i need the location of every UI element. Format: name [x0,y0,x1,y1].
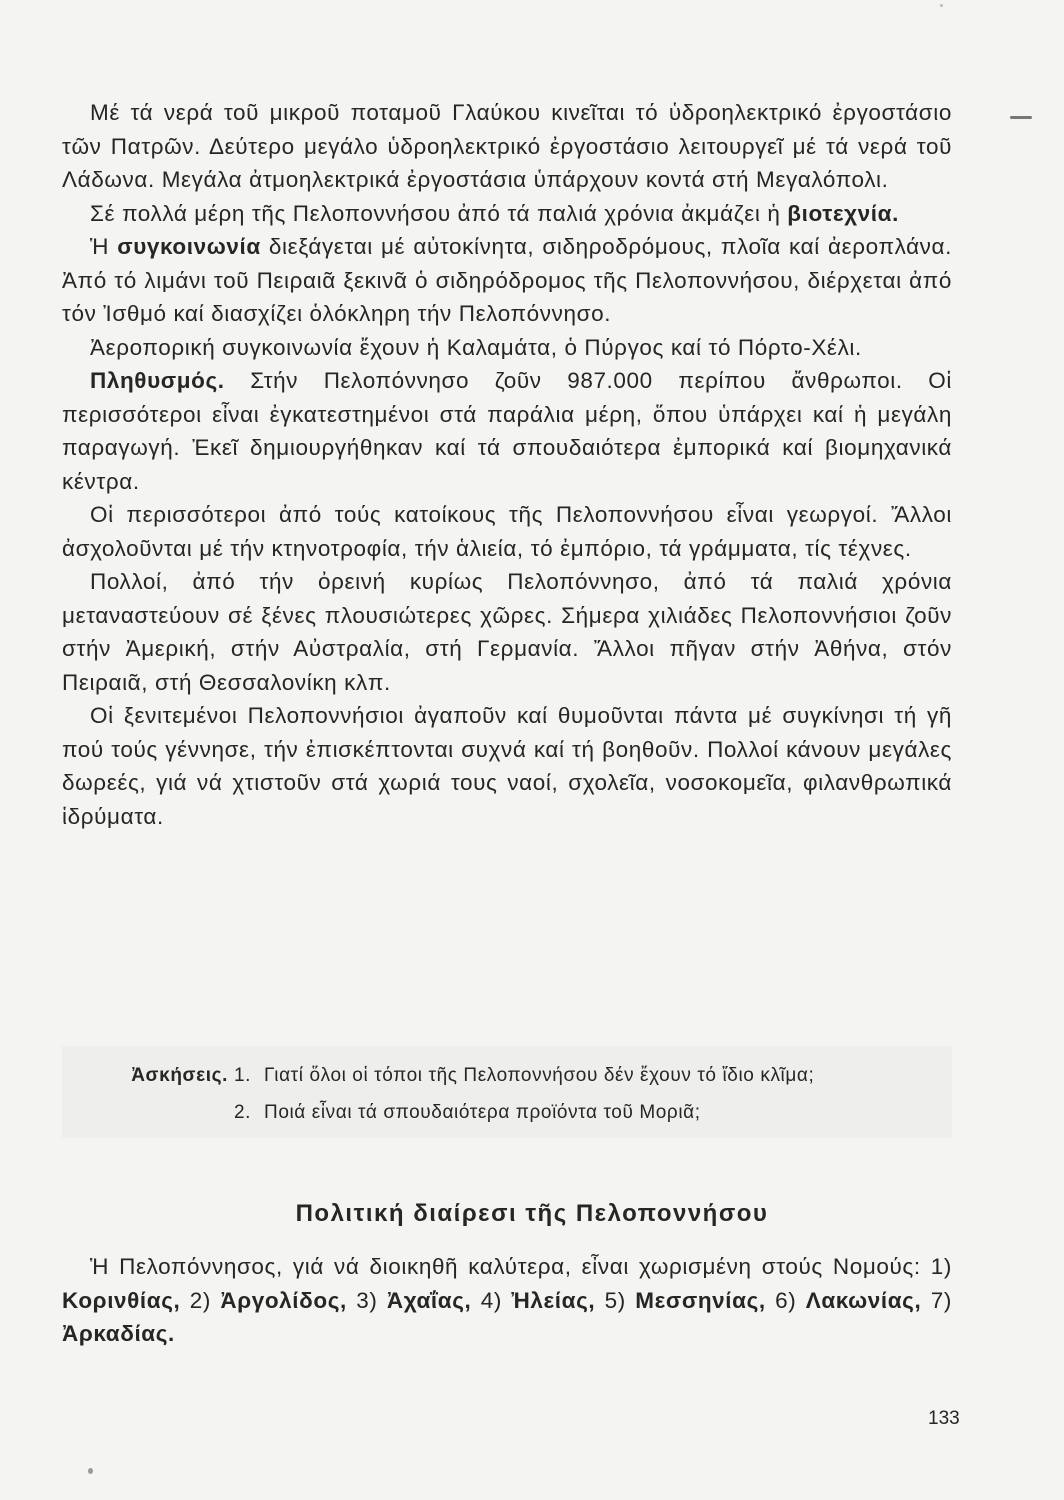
paragraph-power-plants [62,96,952,197]
paragraph-emigrants-donations [62,699,952,833]
bold-prefecture: Ἀχαΐας, [386,1287,472,1313]
text-run: 7) [921,1287,952,1313]
exercise-number: 1. [234,1065,252,1086]
exercise-item [62,1060,952,1091]
exercise-number: 2. [234,1102,252,1123]
paragraph-prefectures [62,1250,952,1351]
bold-prefecture: Ἀρκαδίας. [62,1321,175,1346]
bold-prefecture: Μεσσηνίας, [635,1287,766,1313]
bold-prefecture: Κορινθίας, [62,1287,181,1313]
scan-speck [1010,116,1032,119]
text-run: 6) [765,1287,806,1313]
bold-term-population: Πληθυσμός. [90,368,225,393]
text-run: Οἱ περισσότεροι ἀπό τούς κατοίκους τῆς Πελοποννήσου εἶναι γεωργοί. Ἄλλοι ἀσχολοῦνται μέ τήν κτηνοτροφία, τήν ἁλιεία, τό ἐμπόριο, τά γράμματα, τίς τέχνες. [62,502,952,561]
paragraph-emigration [62,565,952,699]
text-run: Στήν Πελοπόννησο ζοῦν 987.000 περίπου ἄνθρωποι. Οἱ περισσότεροι εἶναι ἐγκατεστημένοι στά παράλια μέρη, ὅπου ὑπάρχει καί ἡ μεγάλη παραγωγή. Ἐκεῖ δημιουργήθηκαν καί τά σπουδαιότερα ἐμπορικά καί βιομηχανικά κέντρα. [62,368,952,494]
section-heading: Πολιτική διαίρεσι τῆς Πελοποννήσου [295,1200,769,1227]
text-run: διεξάγεται μέ αὐτοκίνητα, σιδηροδρόμους, πλοῖα καί ἀεροπλάνα. Ἀπό τό λιμάνι τοῦ Πειραιᾶ ξεκινᾶ ὁ σιδηρόδρομος τῆς Πελοποννήσου, διέρχεται ἀπό τόν Ἰσθμό καί διασχίζει ὁλόκληρη τήν Πελοπόννησο. [62,234,952,326]
text-run: 2) [180,1287,221,1313]
paragraph-crafts [62,197,952,231]
paragraph-occupations [62,498,952,565]
bold-term-transport: συγκοινωνία [117,234,261,259]
bold-prefecture: Ἠλείας, [511,1287,596,1313]
exercises-label: Ἀσκήσεις. [131,1065,228,1086]
text-run: 5) [595,1287,636,1313]
body-text [62,96,952,833]
paragraph-air-transport [62,331,952,365]
text-run: Σέ πολλά μέρη τῆς Πελοποννήσου ἀπό τά παλιά χρόνια ἀκμάζει ἡ [90,200,788,226]
exercise-text: Ποιά εἶναι τά σπουδαιότερα προϊόντα τοῦ Μοριᾶ; [264,1102,701,1123]
text-run: Οἱ ξενιτεμένοι Πελοποννήσιοι ἀγαποῦν καί θυμοῦνται πάντα μέ συγκίνησι τή γῆ πού τούς γέννησε, τήν ἐπισκέπτονται συχνά καί τή βοηθοῦν. Πολλοί κάνουν μεγάλες δωρεές, γιά νά χτιστοῦν στά χωριά τους ναοί, σχολεῖα, νοσοκομεῖα, φιλανθρωπικά ἱδρύματα. [62,703,952,829]
text-run: 4) [471,1287,512,1313]
scan-speck [88,1468,93,1474]
exercises-box [62,1046,952,1138]
paragraph-transport [62,230,952,331]
page-number: 133 [928,1408,960,1429]
text-run: 3) [346,1287,387,1313]
bold-prefecture: Λακωνίας, [805,1287,922,1313]
scan-speck [940,4,943,7]
text-run: Ἡ Πελοπόννησος, γιά νά διοικηθῆ καλύτερα, εἶναι χωρισμένη στούς Νομούς: 1) [90,1254,952,1279]
paragraph-population [62,364,952,498]
text-run: Πολλοί, ἀπό τήν ὀρεινή κυρίως Πελοπόννησο, ἀπό τά παλιά χρόνια μεταναστεύουν σέ ξένες πλουσιώτερες χῶρες. Σήμερα χιλιάδες Πελοποννήσιοι ζοῦν στήν Ἀμερική, στήν Αὐστραλία, στή Γερμανία. Ἄλλοι πῆγαν στήν Ἀθήνα, στόν Πειραιᾶ, στή Θεσσαλονίκη κλπ. [62,569,952,695]
exercise-text: Γιατί ὅλοι οἱ τόποι τῆς Πελοποννήσου δέν ἔχουν τό ἴδιο κλῖμα; [264,1065,815,1086]
text-run: Ἡ [90,234,118,259]
bold-term-crafts: βιοτεχνία. [787,200,899,226]
exercise-item [62,1097,952,1128]
bold-prefecture: Ἀργολίδος, [220,1287,347,1313]
text-run: Μέ τά νερά τοῦ μικροῦ ποταμοῦ Γλαύκου κινεῖται τό ὑδροηλεκτρικό ἐργοστάσιο τῶν Πατρῶν. Δεύτερο μεγάλο ὑδροηλεκτρικό ἐργοστάσιο λειτουργεῖ μέ τά νερά τοῦ Λάδωνα. Μεγάλα ἀτμοηλεκτρικά ἐργοστάσια ὑπάρχουν κοντά στή Μεγαλόπολι. [62,100,952,192]
text-run: Ἀεροπορική συγκοινωνία ἔχουν ἡ Καλαμάτα, ὁ Πύργος καί τό Πόρτο-Χέλι. [90,334,862,360]
section-body [62,1250,952,1351]
exercise-spacer [62,1097,234,1128]
